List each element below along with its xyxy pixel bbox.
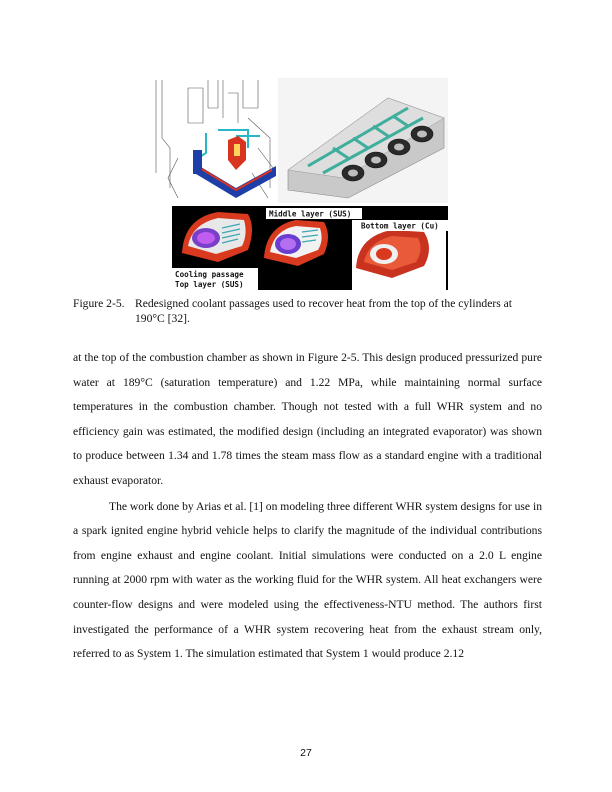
middle-layer-label: Middle layer (SUS) [269,209,352,219]
caption-number: Figure 2-5. [73,297,125,310]
paragraph: at the top of the combustion chamber as shown in Figure 2-5. This design produced pressurized pure water at 189°C (saturation temperature) and 1.22 MPa, while maintaining normal surface temperatures in the combustion chamber. Though not tested with a full WHR system and no efficiency gain was estimated, the modified design (including an integrated evaporator) was shown to produce between 1.34 and 1.78 times the steam mass flow as a standard engine with a traditional exhaust evaporator. [73,351,542,487]
cross-section-drawing [148,78,276,203]
bottom-layer-label: Bottom layer (Cu) [361,221,439,231]
engine-block-render [278,78,448,203]
paragraph: The work done by Arias et al. [1] on modeling three different WHR system designs for use in a spark ignited engine hybrid vehicle helps to clarify the magnitude of the individual contributions from engine exhaust and engine coolant. Initial simulations were conducted on a 2.0 L engine running at 2000 rpm with water as the working fluid for the WHR system. All heat exchangers were counter-flow designs and were modeled using the effectiveness-NTU method. The authors first investigated the performance of a WHR system recovering heat from the exhaust stream only, referred to as System 1. The simulation estimated that System 1 would produce 2.12 [73,499,542,661]
caption-text: Redesigned coolant passages used to recover heat from the top of the cylinders at 190°C [32]. [135,297,512,325]
layer-renders [172,206,448,290]
body-text [73,346,542,667]
page-number: 27 [300,747,312,759]
figure-2-5 [148,78,448,290]
engine-cooling-figure [148,78,448,290]
cooling-passage-label: Cooling passage [175,270,244,279]
top-layer-label: Top layer (SUS) [175,280,244,289]
